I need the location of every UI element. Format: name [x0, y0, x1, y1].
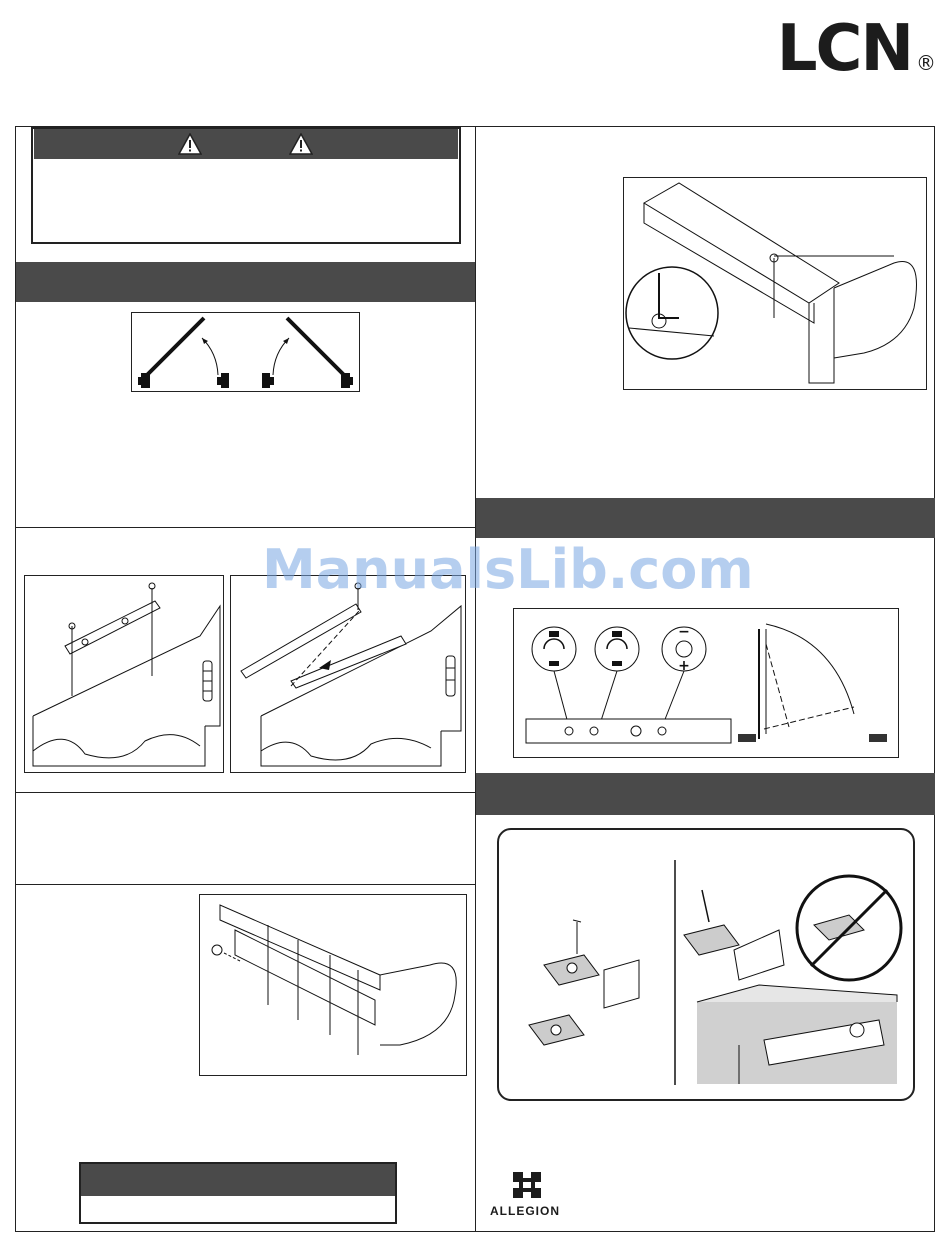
arm-mount-figure — [230, 575, 466, 773]
warning-header-bar — [34, 129, 458, 159]
closer-mount-figure — [24, 575, 224, 773]
allegion-logo-icon — [509, 1168, 545, 1202]
counter-dial — [595, 627, 639, 671]
handing-diagram — [131, 312, 360, 392]
warning-triangle-icon — [178, 133, 202, 155]
power-dial — [662, 624, 706, 674]
section-header-bar — [16, 262, 475, 302]
mounting-plate-figure — [497, 828, 915, 1101]
lcn-logo: LCN ® — [776, 12, 934, 86]
section-divider — [16, 884, 475, 885]
manualslib-watermark: ManualsLib.com — [262, 538, 754, 601]
allegion-wordmark: ALLEGION — [490, 1204, 560, 1218]
no-symbol-icon — [797, 876, 901, 980]
valve-adjustment-figure — [513, 608, 899, 758]
column-divider — [475, 126, 476, 1232]
adjustment-figure — [623, 177, 927, 390]
section-header-bar — [476, 773, 935, 815]
clockwise-dial — [532, 627, 576, 671]
svg-text:+: + — [678, 658, 690, 674]
section-divider — [16, 792, 475, 793]
section-divider — [16, 527, 475, 528]
section-header-bar — [476, 498, 935, 538]
cover-install-figure — [199, 894, 467, 1076]
warning-triangle-icon — [289, 133, 313, 155]
svg-text:−: − — [678, 624, 690, 640]
note-header-bar — [81, 1164, 395, 1196]
